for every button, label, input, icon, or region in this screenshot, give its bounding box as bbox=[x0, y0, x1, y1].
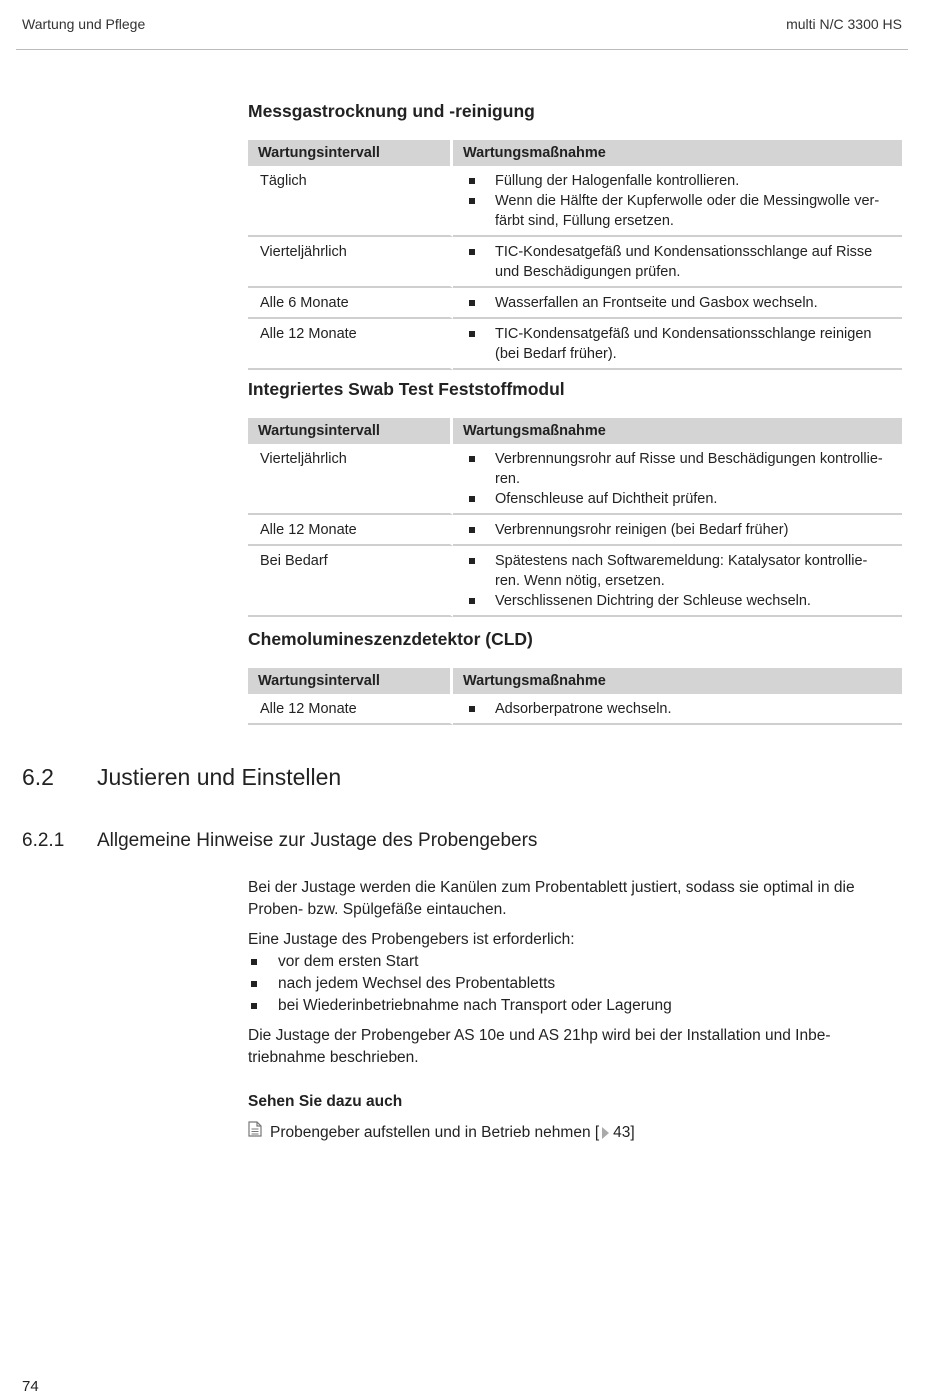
subchapter-heading bbox=[22, 830, 537, 852]
action-item: Spätestens nach Softwaremeldung: Katalysator kontrollie-ren. Wenn nötig, ersetzen. bbox=[465, 551, 892, 591]
column-header-interval: Wartungsintervall bbox=[248, 418, 453, 444]
action-item: Wasserfallen an Frontseite und Gasbox wechseln. bbox=[465, 293, 892, 313]
paragraph: Die Justage der Probengeber AS 10e und AS 21hp wird bei der Installation und Inbe-triebnahme beschrieben. bbox=[248, 1027, 831, 1066]
interval-cell: Alle 6 Monate bbox=[248, 288, 453, 319]
action-cell bbox=[453, 319, 902, 370]
table-row bbox=[248, 694, 902, 725]
action-cell bbox=[453, 166, 902, 237]
action-cell bbox=[453, 237, 902, 288]
action-cell bbox=[453, 515, 902, 546]
action-item: Ofenschleuse auf Dichtheit prüfen. bbox=[465, 489, 892, 509]
column-header-interval: Wartungsintervall bbox=[248, 140, 453, 166]
page-number: 74 bbox=[22, 1378, 39, 1395]
table-row bbox=[248, 546, 902, 617]
see-also-link[interactable] bbox=[248, 1121, 908, 1144]
action-item: Verbrennungsrohr reinigen (bei Bedarf früher) bbox=[465, 520, 892, 540]
table-messgastrocknung bbox=[248, 140, 902, 370]
action-item: TIC-Kondensatgefäß und Kondensationsschlange reinigen (bei Bedarf früher). bbox=[465, 324, 892, 364]
table-row bbox=[248, 237, 902, 288]
action-item: Füllung der Halogenfalle kontrollieren. bbox=[465, 171, 892, 191]
interval-cell: Vierteljährlich bbox=[248, 237, 453, 288]
action-item: Adsorberpatrone wechseln. bbox=[465, 699, 892, 719]
list-item: nach jedem Wechsel des Probentabletts bbox=[248, 973, 908, 995]
table-row bbox=[248, 166, 902, 237]
paragraph: Eine Justage des Probengebers ist erforderlich: bbox=[248, 931, 575, 948]
column-header-action: Wartungsmaßnahme bbox=[453, 140, 902, 166]
interval-cell: Alle 12 Monate bbox=[248, 515, 453, 546]
interval-cell: Vierteljährlich bbox=[248, 444, 453, 515]
table-swab-test bbox=[248, 418, 902, 617]
action-cell bbox=[453, 444, 902, 515]
section-title-messgastrocknung: Messgastrocknung und -reinigung bbox=[248, 101, 535, 121]
table-header-row bbox=[248, 140, 902, 166]
action-item: Verbrennungsrohr auf Risse und Beschädigungen kontrollie-ren. bbox=[465, 449, 892, 489]
section-title-cld: Chemolumineszenzdetektor (CLD) bbox=[248, 629, 533, 649]
action-item: Wenn die Hälfte der Kupferwolle oder die Messingwolle ver-färbt sind, Füllung ersetzen. bbox=[465, 191, 892, 231]
table-row bbox=[248, 515, 902, 546]
running-header-left: Wartung und Pflege bbox=[22, 16, 146, 32]
body-text bbox=[248, 877, 908, 1144]
paragraph: Bei der Justage werden die Kanülen zum Probentablett justiert, sodass sie optimal in die Proben- bzw. Spülgefäße eintauchen. bbox=[248, 879, 855, 918]
action-cell bbox=[453, 288, 902, 319]
list-item: vor dem ersten Start bbox=[248, 951, 908, 973]
chapter-heading bbox=[22, 764, 341, 791]
chapter-title: Justieren und Einstellen bbox=[97, 764, 342, 790]
table-header-row bbox=[248, 418, 902, 444]
action-cell bbox=[453, 546, 902, 617]
see-also-link-text[interactable]: Probengeber aufstellen und in Betrieb nehmen [ bbox=[270, 1123, 600, 1141]
action-item: Verschlissenen Dichtring der Schleuse wechseln. bbox=[465, 591, 892, 611]
table-header-row bbox=[248, 668, 902, 694]
see-also-heading: Sehen Sie dazu auch bbox=[248, 1093, 403, 1110]
column-header-action: Wartungsmaßnahme bbox=[453, 668, 902, 694]
header-divider bbox=[16, 49, 908, 50]
section-title-swab-test: Integriertes Swab Test Feststoffmodul bbox=[248, 379, 565, 399]
interval-cell: Alle 12 Monate bbox=[248, 694, 453, 725]
arrow-right-icon bbox=[602, 1127, 609, 1139]
chapter-number: 6.2 bbox=[22, 764, 54, 790]
table-row bbox=[248, 288, 902, 319]
table-row bbox=[248, 319, 902, 370]
interval-cell: Bei Bedarf bbox=[248, 546, 453, 617]
subchapter-title: Allgemeine Hinweise zur Justage des Probengebers bbox=[97, 830, 538, 851]
subchapter-number: 6.2.1 bbox=[22, 830, 65, 851]
column-header-interval: Wartungsintervall bbox=[248, 668, 453, 694]
table-cld bbox=[248, 668, 902, 725]
running-header-right: multi N/C 3300 HS bbox=[786, 16, 902, 32]
interval-cell: Alle 12 Monate bbox=[248, 319, 453, 370]
action-cell bbox=[453, 694, 902, 725]
interval-cell: Täglich bbox=[248, 166, 453, 237]
list-item: bei Wiederinbetriebnahme nach Transport oder Lagerung bbox=[248, 995, 908, 1017]
action-item: TIC-Kondesatgefäß und Kondensationsschlange auf Risse und Beschädigungen prüfen. bbox=[465, 242, 892, 282]
document-icon bbox=[248, 1121, 270, 1144]
table-row bbox=[248, 444, 902, 515]
requirement-list bbox=[248, 951, 908, 1017]
see-also-page-ref[interactable]: 43] bbox=[613, 1123, 635, 1141]
column-header-action: Wartungsmaßnahme bbox=[453, 418, 902, 444]
